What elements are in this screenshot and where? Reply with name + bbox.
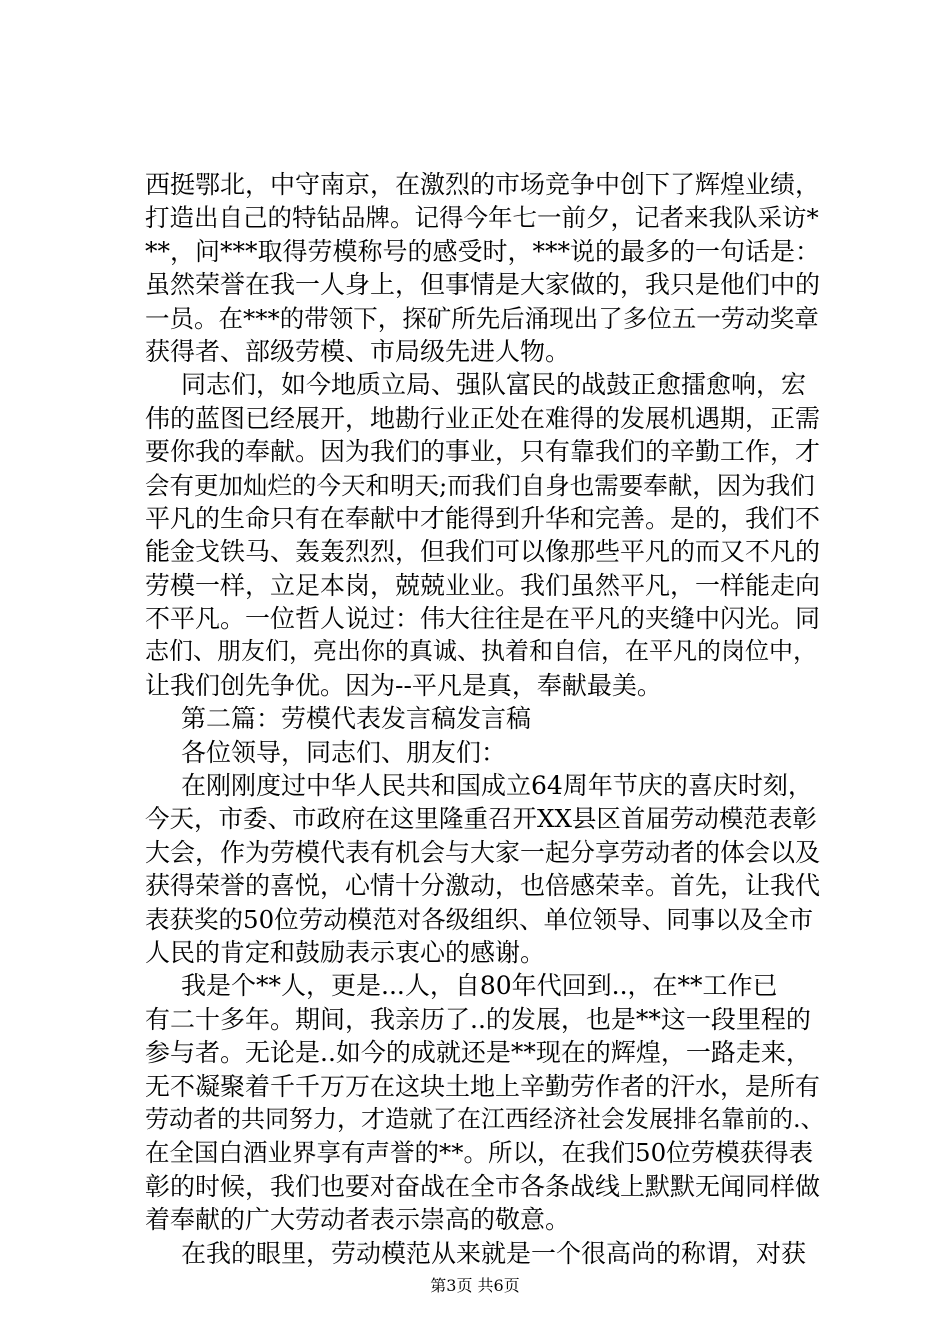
text-line: 获得荣誉的喜悦，心情十分激动，也倍感荣幸。首先，让我代 xyxy=(145,871,821,901)
text-line: 一员。在***的带领下，探矿所先后涌现出了多位五一劳动奖章 xyxy=(145,303,819,333)
text-line: 伟的蓝图已经展开，地勘行业正处在难得的发展机遇期，正需 xyxy=(145,403,821,433)
text-line: 要你我的奉献。因为我们的事业，只有靠我们的辛勤工作，才 xyxy=(145,437,821,467)
text-line: 在我的眼里，劳动模范从来就是一个很高尚的称谓，对获 xyxy=(181,1238,807,1268)
text-line: 人民的肯定和鼓励表示衷心的感谢。 xyxy=(145,937,546,967)
text-line: **，问***取得劳模称号的感受时，***说的最多的一句话是： xyxy=(145,236,821,266)
text-line: 彰的时候，我们也要对奋战在全市各条战线上默默无闻同样做 xyxy=(145,1171,821,1201)
text-line: 会有更加灿烂的今天和明天;而我们自身也需要奉献，因为我们 xyxy=(145,470,815,500)
text-line: 表获奖的50位劳动模范对各级组织、单位领导、同事以及全市 xyxy=(145,904,814,934)
text-line: 西挺鄂北，中守南京，在激烈的市场竞争中创下了辉煌业绩， xyxy=(145,170,821,199)
text-line: 获得者、部级劳模、市局级先进人物。 xyxy=(145,336,571,366)
text-line: 打造出自己的特钻品牌。记得今年七一前夕，记者来我队采访* xyxy=(145,203,819,233)
text-line: 志们、朋友们，亮出你的真诚、执着和自信，在平凡的岗位中， xyxy=(145,637,817,666)
text-line: 各位领导，同志们、朋友们： xyxy=(181,737,507,767)
text-line: 我是个**人，更是...人，自80年代回到..，在**工作已 xyxy=(181,971,778,1001)
text-line: 今天，市委、市政府在这里隆重召开XX县区首届劳动模范表彰 xyxy=(145,804,817,834)
text-line: 能金戈铁马、轰轰烈烈，但我们可以像那些平凡的而又不凡的 xyxy=(145,537,821,567)
text-line: 参与者。无论是..如今的成就还是**现在的辉煌，一路走来， xyxy=(145,1038,811,1068)
text-line: 有二十多年。期间，我亲历了..的发展，也是**这一段里程的 xyxy=(145,1004,811,1034)
document-body xyxy=(145,168,825,1270)
text-line: 第二篇：劳模代表发言稿发言稿 xyxy=(181,704,532,734)
text-line: 不平凡。一位哲人说过：伟大往往是在平凡的夹缝中闪光。同 xyxy=(145,604,821,634)
page-footer: 第3页 共6页 xyxy=(430,1276,520,1295)
text-line: 劳动者的共同努力，才造就了在江西经济社会发展排名靠前的.、 xyxy=(145,1104,825,1133)
text-line: 无不凝聚着千千万万在这块土地上辛勤劳作者的汗水，是所有 xyxy=(145,1071,821,1101)
text-line: 着奉献的广大劳动者表示崇高的敬意。 xyxy=(145,1205,571,1235)
text-line: 在刚刚度过中华人民共和国成立64周年节庆的喜庆时刻， xyxy=(181,771,813,801)
text-line: 大会，作为劳模代表有机会与大家一起分享劳动者的体会以及 xyxy=(145,837,821,867)
text-line: 劳模一样，立足本岗，兢兢业业。我们虽然平凡，一样能走向 xyxy=(145,570,821,600)
text-line: 在全国白酒业界享有声誉的**。所以，在我们50位劳模获得表 xyxy=(145,1138,814,1168)
text-line: 虽然荣誉在我一人身上，但事情是大家做的，我只是他们中的 xyxy=(145,270,821,300)
text-line: 平凡的生命只有在奉献中才能得到升华和完善。是的，我们不 xyxy=(145,503,821,533)
text-line: 让我们创先争优。因为--平凡是真，奉献最美。 xyxy=(145,670,662,700)
text-line: 同志们，如今地质立局、强队富民的战鼓正愈擂愈响，宏 xyxy=(181,370,807,400)
